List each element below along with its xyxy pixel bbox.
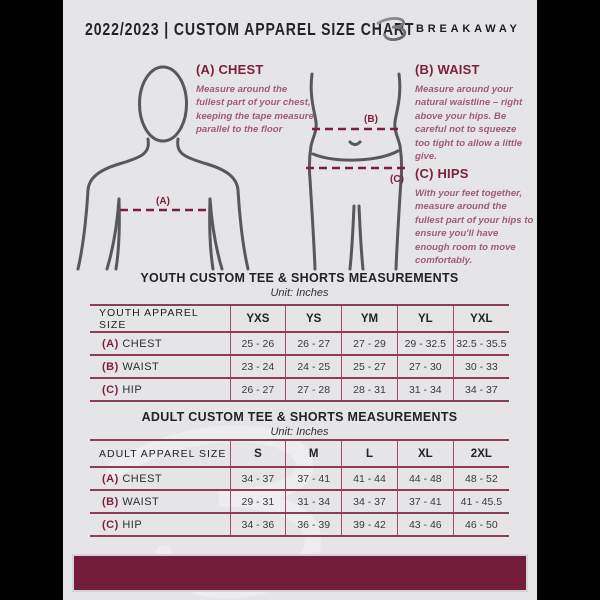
- adult-chest-row: [90, 467, 509, 490]
- youth-waist-row: [90, 355, 509, 378]
- hips-instruction: [415, 166, 535, 268]
- cell: 23 - 24: [230, 355, 286, 378]
- adult-table-title: ADULT CUSTOM TEE & SHORTS MEASUREMENTS: [141, 410, 458, 424]
- row-label-text: WAIST: [122, 495, 160, 508]
- footer-accent-bar: [72, 554, 528, 592]
- chest-instruction: [196, 62, 316, 137]
- youth-hip-row: [90, 378, 509, 401]
- size-header-m: M: [286, 440, 342, 467]
- hip-curve: [313, 151, 398, 160]
- cell: 24 - 25: [286, 355, 342, 378]
- cell: 41 - 45.5: [453, 490, 509, 513]
- row-label-text: HIP: [122, 518, 143, 531]
- youth-size-table: [90, 304, 509, 402]
- cell: 34 - 36: [230, 513, 286, 536]
- row-label: [90, 355, 230, 378]
- cell: 31 - 34: [397, 378, 453, 401]
- brand-lockup: [376, 13, 521, 45]
- chest-instruction-text: Measure around the fullest part of your chest, keeping the tape measure parallel to the floor: [196, 84, 314, 136]
- row-label: [90, 378, 230, 401]
- page-background: [63, 0, 537, 600]
- lower-body-figure: [306, 74, 409, 269]
- cell: 46 - 50: [453, 513, 509, 536]
- adult-header-row: [90, 440, 509, 467]
- size-header-xl: XL: [397, 440, 453, 467]
- adult-size-column-header: ADULT APPAREL SIZE: [90, 440, 230, 467]
- size-header-ym: YM: [342, 305, 398, 332]
- youth-size-column-header: YOUTH APPAREL SIZE: [90, 305, 230, 332]
- waist-instruction: [415, 62, 529, 164]
- cell: 27 - 28: [286, 378, 342, 401]
- adult-waist-row: [90, 490, 509, 513]
- chest-instruction-heading: (A) CHEST: [196, 62, 264, 77]
- cell: 48 - 52: [453, 467, 509, 490]
- row-prefix: (B): [102, 360, 119, 373]
- cell: 44 - 48: [397, 467, 453, 490]
- row-label: [90, 332, 230, 355]
- row-label-text: CHEST: [122, 337, 163, 350]
- hips-instruction-heading: (C) HIPS: [415, 166, 469, 181]
- cell: 30 - 33: [453, 355, 509, 378]
- adult-table-unit: Unit: Inches: [270, 426, 329, 438]
- cell: 37 - 41: [286, 467, 342, 490]
- hips-marker-label: (C): [390, 174, 404, 185]
- cell: 43 - 46: [397, 513, 453, 536]
- size-header-ys: YS: [286, 305, 342, 332]
- size-header-yxl: YXL: [453, 305, 509, 332]
- size-header-2xl: 2XL: [453, 440, 509, 467]
- breakaway-b-logo-icon: [376, 13, 410, 45]
- cell: 34 - 37: [342, 490, 398, 513]
- cell: 28 - 31: [342, 378, 398, 401]
- cell: 41 - 44: [342, 467, 398, 490]
- youth-chest-row: [90, 332, 509, 355]
- navel: [350, 142, 360, 145]
- row-prefix: (A): [102, 337, 119, 350]
- row-label: [90, 467, 230, 490]
- cell: 27 - 29: [342, 332, 398, 355]
- youth-table-title: YOUTH CUSTOM TEE & SHORTS MEASUREMENTS: [140, 271, 459, 285]
- size-header-l: L: [342, 440, 398, 467]
- row-label-text: WAIST: [122, 360, 160, 373]
- cell: 34 - 37: [230, 467, 286, 490]
- youth-table-unit: Unit: Inches: [270, 287, 329, 299]
- brand-name: BREAKAWAY: [416, 23, 521, 35]
- hips-instruction-text: With your feet together, measure around the fullest part of your hips to ensure you'll have enough room to move comfortably.: [415, 188, 534, 267]
- row-prefix: (B): [102, 495, 119, 508]
- chest-marker-label: (A): [156, 196, 170, 207]
- cell: 27 - 30: [397, 355, 453, 378]
- row-label: [90, 490, 230, 513]
- youth-header-row: [90, 305, 509, 332]
- adult-size-table: [90, 439, 509, 537]
- adult-hip-row: [90, 513, 509, 536]
- cell: 29 - 31: [230, 490, 286, 513]
- cell: 25 - 26: [230, 332, 286, 355]
- waist-instruction-text: Measure around your natural waistline – right above your hips. Be careful not to squeeze too tight to allow a little give.: [415, 84, 523, 163]
- cell: 29 - 32.5: [397, 332, 453, 355]
- size-header-yl: YL: [397, 305, 453, 332]
- row-prefix: (C): [102, 518, 119, 531]
- size-header-s: S: [230, 440, 286, 467]
- cell: 26 - 27: [286, 332, 342, 355]
- cell: 34 - 37: [453, 378, 509, 401]
- row-label: [90, 513, 230, 536]
- waist-marker-label: (B): [364, 114, 378, 125]
- row-prefix: (C): [102, 383, 119, 396]
- row-label-text: CHEST: [122, 472, 163, 485]
- row-label-text: HIP: [122, 383, 143, 396]
- cell: 25 - 27: [342, 355, 398, 378]
- cell: 26 - 27: [230, 378, 286, 401]
- size-header-yxs: YXS: [230, 305, 286, 332]
- head-outline: [140, 67, 187, 141]
- row-prefix: (A): [102, 472, 119, 485]
- waist-instruction-heading: (B) WAIST: [415, 62, 480, 77]
- cell: 36 - 39: [286, 513, 342, 536]
- cell: 31 - 34: [286, 490, 342, 513]
- page-title: 2022/2023 | CUSTOM APPAREL SIZE CHART: [85, 21, 415, 40]
- cell: 37 - 41: [397, 490, 453, 513]
- cell: 32.5 - 35.5: [453, 332, 509, 355]
- cell: 39 - 42: [342, 513, 398, 536]
